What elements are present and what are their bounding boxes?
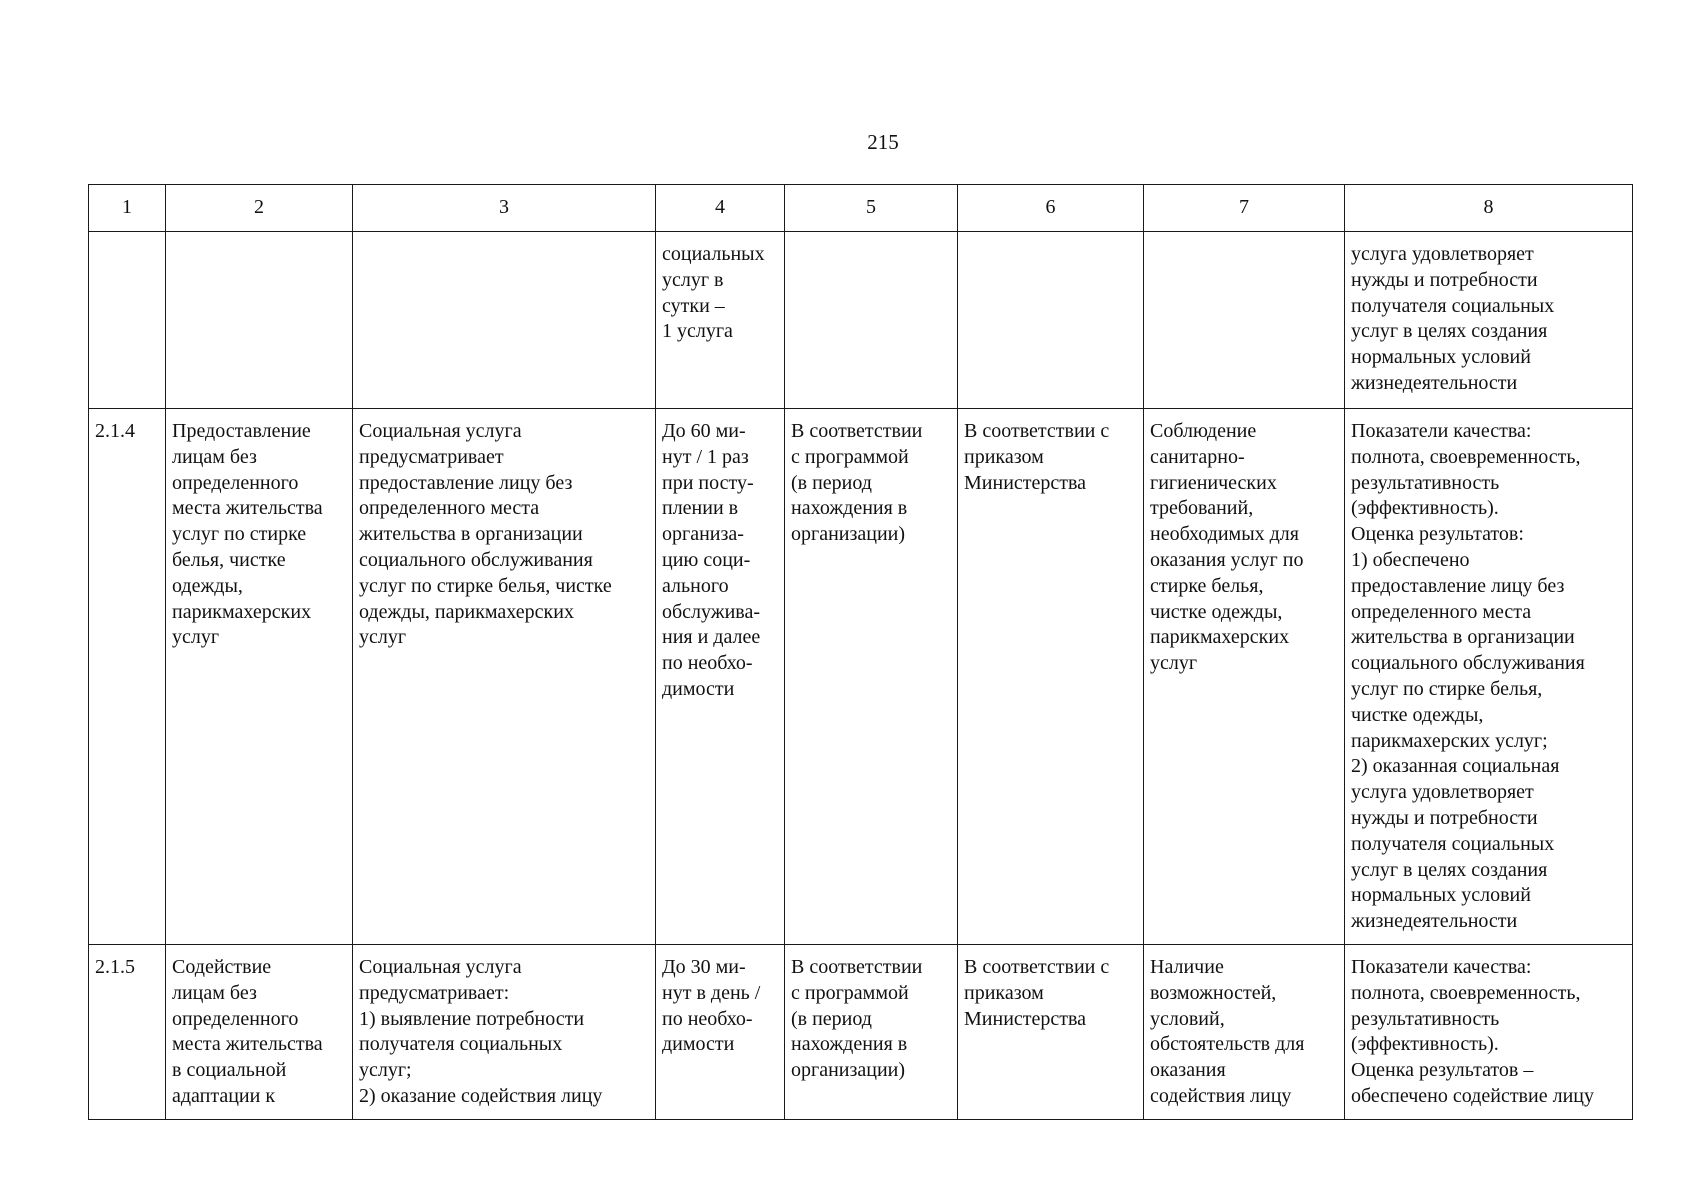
header-cell: 5 [785, 185, 958, 232]
header-cell: 6 [958, 185, 1144, 232]
table-cell: До 60 ми- нут / 1 раз при посту- плении в организа- цию соци- ального обслужива- ния и далее по необхо- димости [656, 409, 785, 945]
table-cell: В соответствии с приказом Министерства [958, 409, 1144, 945]
table-row [89, 232, 1633, 409]
header-cell: 4 [656, 185, 785, 232]
page-number: 215 [867, 130, 899, 154]
table-cell [166, 232, 353, 409]
services-table [88, 184, 1633, 1120]
table-cell: В соответствии с программой (в период нахождения в организации) [785, 945, 958, 1120]
table-cell [958, 232, 1144, 409]
table-cell: Наличие возможностей, условий, обстоятельств для оказания содействия лицу [1144, 945, 1345, 1120]
table-cell [785, 232, 958, 409]
header-cell: 3 [353, 185, 656, 232]
header-cell: 8 [1345, 185, 1633, 232]
table-cell [89, 232, 166, 409]
table-cell: До 30 ми- нут в день / по необхо- димости [656, 945, 785, 1120]
table-cell [1144, 232, 1345, 409]
table-cell: Соблюдение санитарно- гигиенических требований, необходимых для оказания услуг по стирке белья, чистке одежды, парикмахерских услуг [1144, 409, 1345, 945]
table-cell: 2.1.5 [89, 945, 166, 1120]
table-cell: Социальная услуга предусматривает: 1) выявление потребности получателя социальных услуг; 2) оказание содействия лицу [353, 945, 656, 1120]
header-cell: 1 [89, 185, 166, 232]
table-cell: В соответствии с приказом Министерства [958, 945, 1144, 1120]
table-cell: Показатели качества: полнота, своевременность, результативность (эффективность). Оценка результатов – обеспечено содействие лицу [1345, 945, 1633, 1120]
table-cell: Показатели качества: полнота, своевременность, результативность (эффективность). Оценка результатов: 1) обеспечено предоставление лицу без определенного места жительства в организации социального обслуживания услуг по стирке белья, чистке одежды, парикмахерских услуг; 2) оказанная социальная услуга удовлетворяет нужды и потребности получателя социальных услуг в целях создания нормальных условий жизнедеятельности [1345, 409, 1633, 945]
header-cell: 7 [1144, 185, 1345, 232]
table-cell: социальных услуг в сутки – 1 услуга [656, 232, 785, 409]
table-cell [353, 232, 656, 409]
table-row [89, 945, 1633, 1120]
table-row [89, 409, 1633, 945]
table-cell: В соответствии с программой (в период нахождения в организации) [785, 409, 958, 945]
table-cell: Содействие лицам без определенного места жительства в социальной адаптации к [166, 945, 353, 1120]
table-cell: Предоставление лицам без определенного места жительства услуг по стирке белья, чистке одежды, парикмахерских услуг [166, 409, 353, 945]
table-cell: 2.1.4 [89, 409, 166, 945]
table-cell: Социальная услуга предусматривает предоставление лицу без определенного места жительства в организации социального обслуживания услуг по стирке белья, чистке одежды, парикмахерских услуг [353, 409, 656, 945]
table-cell: услуга удовлетворяет нужды и потребности получателя социальных услуг в целях создания нормальных условий жизнедеятельности [1345, 232, 1633, 409]
table-header-row [89, 185, 1633, 232]
header-cell: 2 [166, 185, 353, 232]
